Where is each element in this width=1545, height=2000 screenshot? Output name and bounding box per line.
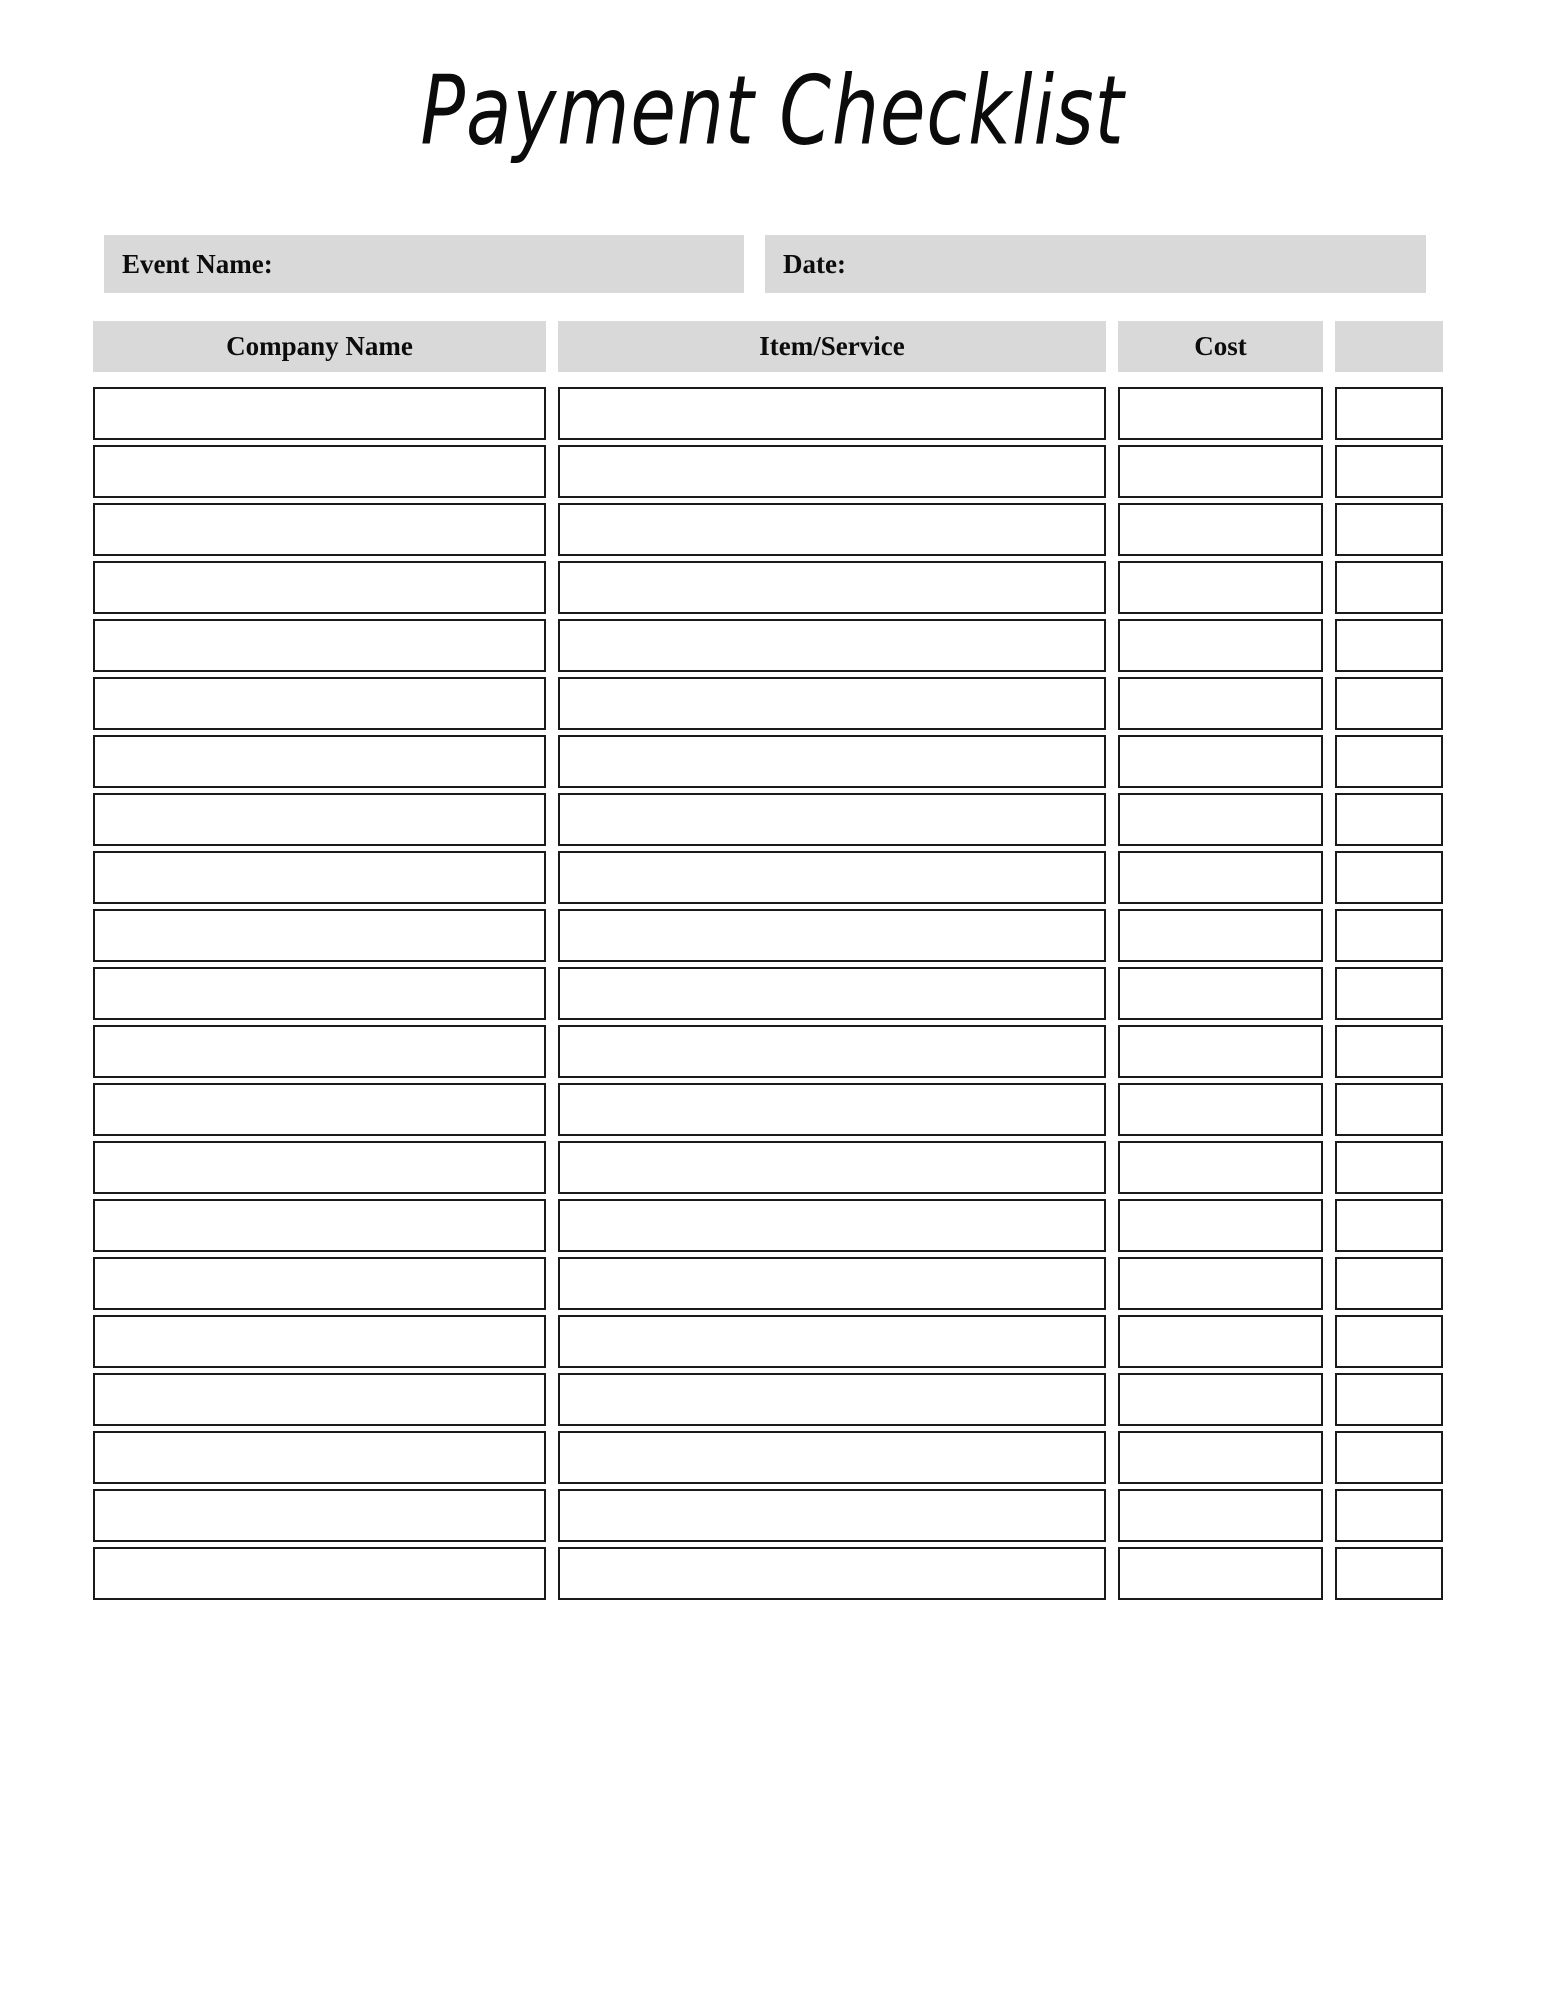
table-cell-check[interactable] <box>1335 619 1443 672</box>
table-cell-company[interactable] <box>93 1025 546 1078</box>
table-header-label-cost: Cost <box>1194 331 1247 361</box>
table-cell-item[interactable] <box>558 561 1106 614</box>
table-cell-company[interactable] <box>93 503 546 556</box>
table-row <box>93 851 1443 904</box>
table-cell-item[interactable] <box>558 1373 1106 1426</box>
table-cell-cost[interactable] <box>1118 1257 1323 1310</box>
table-row <box>93 503 1443 556</box>
table-cell-cost[interactable] <box>1118 735 1323 788</box>
event-name-field[interactable] <box>104 235 744 293</box>
table-cell-item[interactable] <box>558 1431 1106 1484</box>
table-cell-item[interactable] <box>558 445 1106 498</box>
table-header-cell-check <box>1335 321 1443 372</box>
table-cell-check[interactable] <box>1335 1025 1443 1078</box>
table-cell-item[interactable] <box>558 1083 1106 1136</box>
table-row <box>93 1489 1443 1542</box>
table-header-cell-item <box>558 321 1106 372</box>
table-cell-company[interactable] <box>93 677 546 730</box>
table-cell-check[interactable] <box>1335 1083 1443 1136</box>
table-cell-cost[interactable] <box>1118 387 1323 440</box>
table-cell-company[interactable] <box>93 561 546 614</box>
table-cell-company[interactable] <box>93 387 546 440</box>
table-cell-item[interactable] <box>558 1141 1106 1194</box>
table-row <box>93 387 1443 440</box>
table-header-label-item: Item/Service <box>759 331 905 361</box>
table-cell-check[interactable] <box>1335 1547 1443 1600</box>
table-cell-company[interactable] <box>93 1141 546 1194</box>
event-name-label: Event Name: <box>122 249 273 279</box>
table-cell-check[interactable] <box>1335 1373 1443 1426</box>
table-row <box>93 561 1443 614</box>
table-cell-cost[interactable] <box>1118 967 1323 1020</box>
table-row <box>93 445 1443 498</box>
table-row <box>93 677 1443 730</box>
table-cell-check[interactable] <box>1335 967 1443 1020</box>
table-cell-cost[interactable] <box>1118 1373 1323 1426</box>
table-header-row <box>93 321 1443 372</box>
table-cell-item[interactable] <box>558 387 1106 440</box>
table-cell-cost[interactable] <box>1118 677 1323 730</box>
table-cell-check[interactable] <box>1335 677 1443 730</box>
table-cell-company[interactable] <box>93 851 546 904</box>
table-cell-check[interactable] <box>1335 503 1443 556</box>
table-row <box>93 735 1443 788</box>
table-cell-company[interactable] <box>93 1489 546 1542</box>
table-row <box>93 1083 1443 1136</box>
table-row <box>93 1199 1443 1252</box>
table-cell-company[interactable] <box>93 1431 546 1484</box>
table-cell-item[interactable] <box>558 1315 1106 1368</box>
table-cell-company[interactable] <box>93 793 546 846</box>
table-cell-company[interactable] <box>93 967 546 1020</box>
table-cell-item[interactable] <box>558 793 1106 846</box>
payment-checklist-table <box>93 321 1443 1605</box>
table-cell-item[interactable] <box>558 503 1106 556</box>
table-cell-check[interactable] <box>1335 1315 1443 1368</box>
table-cell-item[interactable] <box>558 851 1106 904</box>
table-cell-cost[interactable] <box>1118 1141 1323 1194</box>
table-cell-company[interactable] <box>93 1315 546 1368</box>
table-cell-cost[interactable] <box>1118 503 1323 556</box>
table-body <box>93 387 1443 1600</box>
table-cell-item[interactable] <box>558 1257 1106 1310</box>
table-cell-check[interactable] <box>1335 561 1443 614</box>
table-cell-cost[interactable] <box>1118 445 1323 498</box>
table-cell-cost[interactable] <box>1118 1431 1323 1484</box>
table-cell-company[interactable] <box>93 619 546 672</box>
table-cell-check[interactable] <box>1335 1141 1443 1194</box>
table-cell-company[interactable] <box>93 1257 546 1310</box>
table-cell-cost[interactable] <box>1118 1199 1323 1252</box>
table-cell-item[interactable] <box>558 909 1106 962</box>
table-cell-cost[interactable] <box>1118 619 1323 672</box>
table-cell-item[interactable] <box>558 967 1106 1020</box>
page-title: Payment Checklist <box>420 57 1125 167</box>
meta-fields-row <box>104 235 1426 293</box>
table-cell-item[interactable] <box>558 619 1106 672</box>
table-header-cell-company <box>93 321 546 372</box>
table-row <box>93 1373 1443 1426</box>
table-cell-item[interactable] <box>558 1025 1106 1078</box>
table-cell-cost[interactable] <box>1118 793 1323 846</box>
table-cell-check[interactable] <box>1335 909 1443 962</box>
date-field[interactable] <box>765 235 1426 293</box>
table-cell-item[interactable] <box>558 1547 1106 1600</box>
table-cell-company[interactable] <box>93 1083 546 1136</box>
table-cell-cost[interactable] <box>1118 1489 1323 1542</box>
table-cell-item[interactable] <box>558 1489 1106 1542</box>
table-cell-item[interactable] <box>558 1199 1106 1252</box>
table-cell-check[interactable] <box>1335 1431 1443 1484</box>
table-row <box>93 1257 1443 1310</box>
table-header-cell-cost <box>1118 321 1323 372</box>
table-cell-cost[interactable] <box>1118 1025 1323 1078</box>
table-row <box>93 909 1443 962</box>
table-cell-company[interactable] <box>93 909 546 962</box>
table-cell-check[interactable] <box>1335 735 1443 788</box>
table-cell-check[interactable] <box>1335 387 1443 440</box>
date-label: Date: <box>783 249 846 279</box>
table-row <box>93 1141 1443 1194</box>
table-cell-cost[interactable] <box>1118 1315 1323 1368</box>
table-cell-cost[interactable] <box>1118 1083 1323 1136</box>
table-row <box>93 793 1443 846</box>
table-row <box>93 967 1443 1020</box>
table-cell-cost[interactable] <box>1118 909 1323 962</box>
table-cell-check[interactable] <box>1335 851 1443 904</box>
table-cell-cost[interactable] <box>1118 851 1323 904</box>
table-cell-company[interactable] <box>93 1373 546 1426</box>
table-cell-item[interactable] <box>558 677 1106 730</box>
table-cell-company[interactable] <box>93 445 546 498</box>
table-cell-check[interactable] <box>1335 1257 1443 1310</box>
table-row <box>93 1315 1443 1368</box>
table-row <box>93 1547 1443 1600</box>
table-cell-check[interactable] <box>1335 793 1443 846</box>
table-cell-check[interactable] <box>1335 1489 1443 1542</box>
table-cell-company[interactable] <box>93 1199 546 1252</box>
table-cell-item[interactable] <box>558 735 1106 788</box>
table-cell-check[interactable] <box>1335 445 1443 498</box>
table-cell-company[interactable] <box>93 735 546 788</box>
table-row <box>93 619 1443 672</box>
table-cell-cost[interactable] <box>1118 561 1323 614</box>
table-row <box>93 1431 1443 1484</box>
table-header-label-company: Company Name <box>226 331 413 361</box>
table-cell-cost[interactable] <box>1118 1547 1323 1600</box>
table-cell-company[interactable] <box>93 1547 546 1600</box>
table-row <box>93 1025 1443 1078</box>
table-cell-check[interactable] <box>1335 1199 1443 1252</box>
